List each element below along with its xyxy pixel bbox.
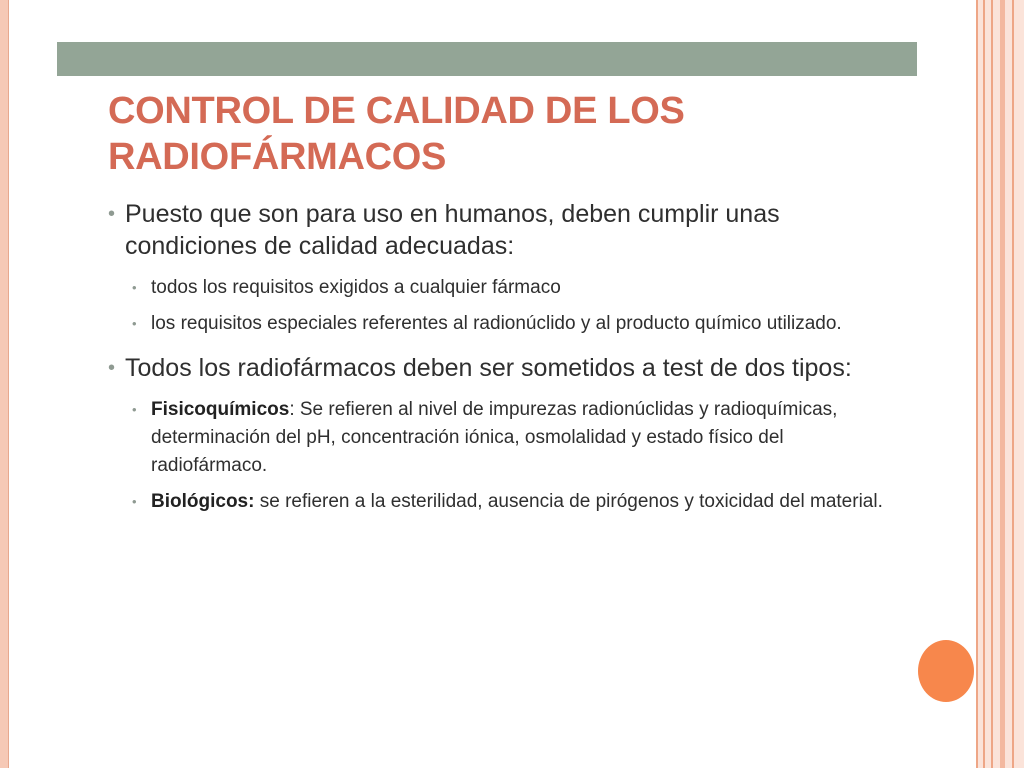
sub-bullet-item bbox=[108, 274, 888, 302]
sub-bullet-text: : Se refieren al nivel de impurezas radionúclidas y radioquímicas, determinación del pH, concentración iónica, osmolalidad y estado físico del radiofármaco. bbox=[151, 399, 838, 476]
bullet-text: Todos los radiofármacos deben ser sometidos a test de dos tipos: bbox=[125, 354, 852, 382]
header-bar bbox=[57, 42, 917, 76]
bullet-item bbox=[108, 352, 888, 384]
sub-bullet-text: todos los requisitos exigidos a cualquier fármaco bbox=[151, 277, 561, 298]
bullet-dot: • bbox=[108, 203, 116, 225]
slide-title: CONTROL DE CALIDAD DE LOS RADIOFÁRMACOS bbox=[108, 90, 685, 178]
sub-bullet-label: Biológicos: bbox=[151, 491, 255, 512]
sub-bullet-item bbox=[108, 310, 888, 338]
sub-bullet-item bbox=[108, 396, 888, 480]
frame-stripe bbox=[991, 0, 993, 768]
bullet-dot: • bbox=[132, 494, 137, 509]
bullet-dot: • bbox=[132, 402, 137, 417]
accent-circle bbox=[918, 640, 974, 702]
left-frame-border bbox=[0, 0, 9, 768]
frame-stripe bbox=[1012, 0, 1014, 768]
frame-stripe bbox=[1000, 0, 1005, 768]
frame-stripe bbox=[976, 0, 978, 768]
sub-bullet-label: Fisicoquímicos bbox=[151, 399, 290, 420]
sub-bullet-text: se refieren a la esterilidad, ausencia de pirógenos y toxicidad del material. bbox=[254, 491, 883, 512]
bullet-item bbox=[108, 198, 888, 262]
bullet-text: Puesto que son para uso en humanos, deben cumplir unas condiciones de calidad adecuadas: bbox=[125, 200, 780, 260]
right-frame-border bbox=[976, 0, 1024, 768]
bullet-dot: • bbox=[132, 316, 137, 331]
sub-bullet-text: los requisitos especiales referentes al radionúclido y al producto químico utilizado. bbox=[151, 313, 842, 334]
bullet-dot: • bbox=[132, 280, 137, 295]
slide-content bbox=[108, 198, 888, 524]
sub-bullet-item bbox=[108, 488, 888, 516]
bullet-dot: • bbox=[108, 357, 116, 379]
frame-stripe bbox=[983, 0, 985, 768]
